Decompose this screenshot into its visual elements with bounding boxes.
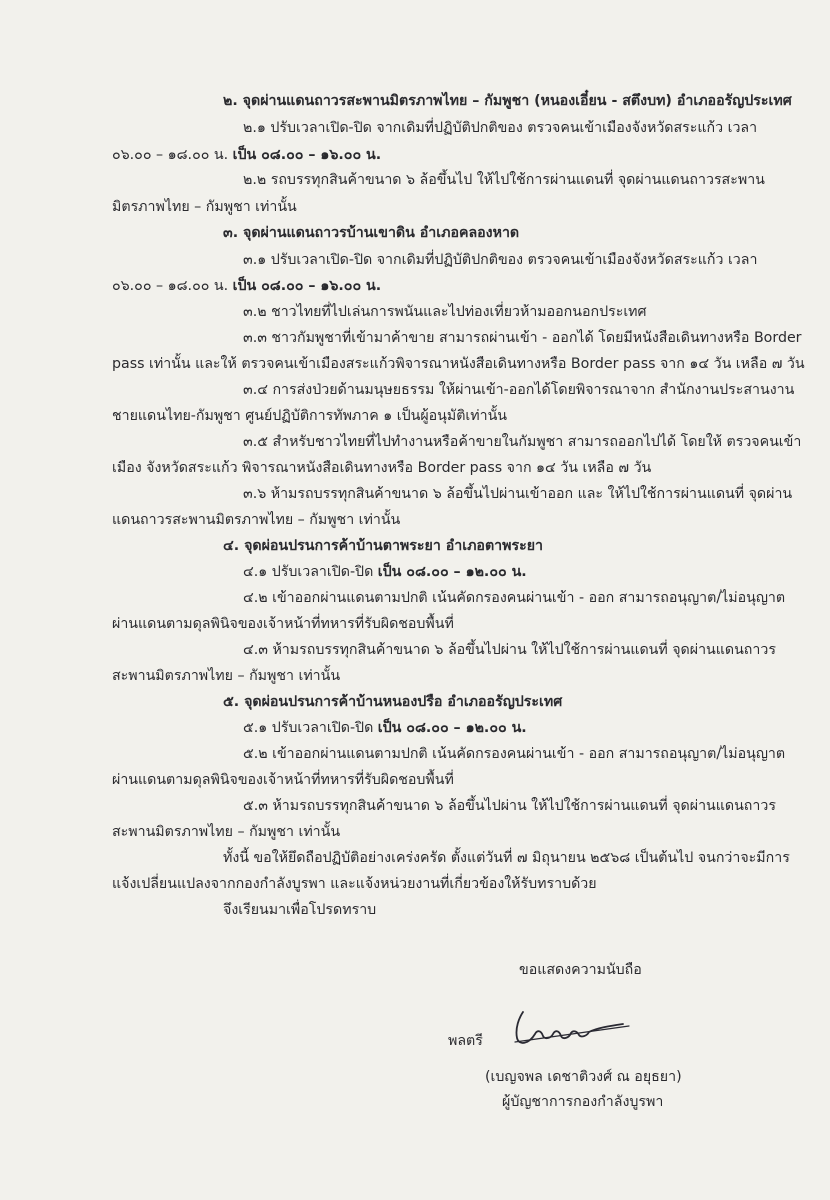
- item-3-4: ๓.๔ การส่งป่วยด้านมนุษยธรรม ให้ผ่านเข้า-ออกได้โดยพิจารณาจาก สำนักงานประสานงาน: [243, 382, 795, 398]
- item-5-2: ๕.๒ เข้าออกผ่านแดนตามปกติ เน้นคัดกรองคนผ่านเข้า - ออก สามารถอนุญาต/ไม่อนุญาต: [243, 746, 786, 762]
- item-3-5: ๓.๕ สำหรับชาวไทยที่ไปทำงานหรือค้าขายในกัมพูชา สามารถออกไปได้ โดยให้ ตรวจคนเข้า: [243, 434, 802, 450]
- item-5-1-label: ๕.๑ ปรับเวลาเปิด-ปิด: [243, 720, 378, 736]
- item-2-1-cont: [112, 145, 381, 165]
- item-5-3: ๕.๓ ห้ามรถบรรทุกสินค้าขนาด ๖ ล้อขึ้นไปผ่าน ให้ไปใช้การผ่านแดนที่ จุดผ่านแดนถาวร: [243, 798, 776, 814]
- item-2-1-new-time: เป็น ๐๘.๐๐ – ๑๖.๐๐ น.: [232, 147, 382, 163]
- item-3-1-cont: [112, 276, 381, 296]
- item-2-1-old-time: ๐๖.๐๐ – ๑๘.๐๐ น.: [112, 147, 233, 163]
- section-2-heading: ๒. จุดผ่านแดนถาวรสะพานมิตรภาพไทย – กัมพูชา (หนองเอี๋ยน - สตึงบท) อำเภออรัญประเทศ: [223, 93, 792, 109]
- signer-position: ผู้บัญชาการกองกำลังบูรพา: [502, 1094, 664, 1110]
- closing-paragraph-cont: แจ้งเปลี่ยนแปลงจากกองกำลังบูรพา และแจ้งหน่วยงานที่เกี่ยวข้องให้รับทราบด้วย: [112, 876, 597, 892]
- item-4-1-time: เป็น ๐๘.๐๐ – ๑๒.๐๐ น.: [377, 564, 527, 580]
- item-2-1: ๒.๑ ปรับเวลาเปิด-ปิด จากเดิมที่ปฏิบัติปกติของ ตรวจคนเข้าเมืองจังหวัดสระแก้ว เวลา: [243, 120, 758, 136]
- item-3-6-cont: แดนถาวรสะพานมิตรภาพไทย – กัมพูชา เท่านั้น: [112, 512, 401, 528]
- item-5-1: [243, 718, 527, 738]
- item-3-6: ๓.๖ ห้ามรถบรรทุกสินค้าขนาด ๖ ล้อขึ้นไปผ่านเข้าออก และ ให้ไปใช้การผ่านแดนที่ จุดผ่าน: [243, 486, 793, 502]
- closing-request: จึงเรียนมาเพื่อโปรดทราบ: [223, 902, 377, 918]
- item-3-1-old-time: ๐๖.๐๐ – ๑๘.๐๐ น.: [112, 278, 233, 294]
- item-3-3: ๓.๓ ชาวกัมพูชาที่เข้ามาค้าขาย สามารถผ่านเข้า - ออกได้ โดยมีหนังสือเดินทางหรือ Border: [243, 330, 802, 346]
- item-4-1-label: ๔.๑ ปรับเวลาเปิด-ปิด: [243, 564, 378, 580]
- item-5-1-time: เป็น ๐๘.๐๐ – ๑๒.๐๐ น.: [377, 720, 527, 736]
- section-4-heading: ๔. จุดผ่อนปรนการค้าบ้านตาพระยา อำเภอตาพระยา: [223, 538, 544, 554]
- item-5-2-cont: ผ่านแดนตามดุลพินิจของเจ้าหน้าที่ทหารที่รับผิดชอบพื้นที่: [112, 772, 454, 788]
- closing-paragraph: ทั้งนี้ ขอให้ยึดถือปฏิบัติอย่างเคร่งครัด ตั้งแต่วันที่ ๗ มิถุนายน ๒๕๖๘ เป็นต้นไป จนกว่าจะมีการ: [223, 850, 790, 866]
- handwritten-signature: [505, 1008, 635, 1053]
- item-4-3-cont: สะพานมิตรภาพไทย – กัมพูชา เท่านั้น: [112, 668, 341, 684]
- section-5-heading: ๕. จุดผ่อนปรนการค้าบ้านหนองปรือ อำเภออรัญประเทศ: [223, 694, 563, 710]
- item-4-2-cont: ผ่านแดนตามดุลพินิจของเจ้าหน้าที่ทหารที่รับผิดชอบพื้นที่: [112, 616, 454, 632]
- item-3-3-cont: pass เท่านั้น และให้ ตรวจคนเข้าเมืองสระแก้วพิจารณาหนังสือเดินทางหรือ Border pass จาก ๑๔ วัน เหลือ ๗ วัน: [112, 356, 805, 372]
- item-4-3: ๔.๓ ห้ามรถบรรทุกสินค้าขนาด ๖ ล้อขึ้นไปผ่าน ให้ไปใช้การผ่านแดนที่ จุดผ่านแดนถาวร: [243, 642, 776, 658]
- section-3-heading: ๓. จุดผ่านแดนถาวรบ้านเขาดิน อำเภอคลองหาด: [223, 225, 520, 241]
- item-2-2-cont: มิตรภาพไทย – กัมพูชา เท่านั้น: [112, 199, 297, 215]
- item-3-1-new-time: เป็น ๐๘.๐๐ – ๑๖.๐๐ น.: [232, 278, 382, 294]
- item-3-4-cont: ชายแดนไทย-กัมพูชา ศูนย์ปฏิบัติการทัพภาค ๑ เป็นผู้อนุมัติเท่านั้น: [112, 408, 507, 424]
- signer-name: (เบญจพล เดชาติวงศ์ ณ อยุธยา): [485, 1069, 682, 1085]
- item-3-1: ๓.๑ ปรับเวลาเปิด-ปิด จากเดิมที่ปฏิบัติปกติของ ตรวจคนเข้าเมืองจังหวัดสระแก้ว เวลา: [243, 252, 758, 268]
- item-4-1: [243, 562, 527, 582]
- signer-rank: พลตรี: [448, 1033, 483, 1049]
- item-2-2: ๒.๒ รถบรรทุกสินค้าขนาด ๖ ล้อขึ้นไป ให้ไปใช้การผ่านแดนที่ จุดผ่านแดนถาวรสะพาน: [243, 172, 765, 188]
- item-4-2: ๔.๒ เข้าออกผ่านแดนตามปกติ เน้นคัดกรองคนผ่านเข้า - ออก สามารถอนุญาต/ไม่อนุญาต: [243, 590, 786, 606]
- item-3-2: ๓.๒ ชาวไทยที่ไปเล่นการพนันและไปท่องเที่ยวห้ามออกนอกประเทศ: [243, 304, 647, 320]
- item-3-5-cont: เมือง จังหวัดสระแก้ว พิจารณาหนังสือเดินทางหรือ Border pass จาก ๑๔ วัน เหลือ ๗ วัน: [112, 460, 652, 476]
- regards-text: ขอแสดงความนับถือ: [519, 962, 642, 978]
- item-5-3-cont: สะพานมิตรภาพไทย – กัมพูชา เท่านั้น: [112, 824, 341, 840]
